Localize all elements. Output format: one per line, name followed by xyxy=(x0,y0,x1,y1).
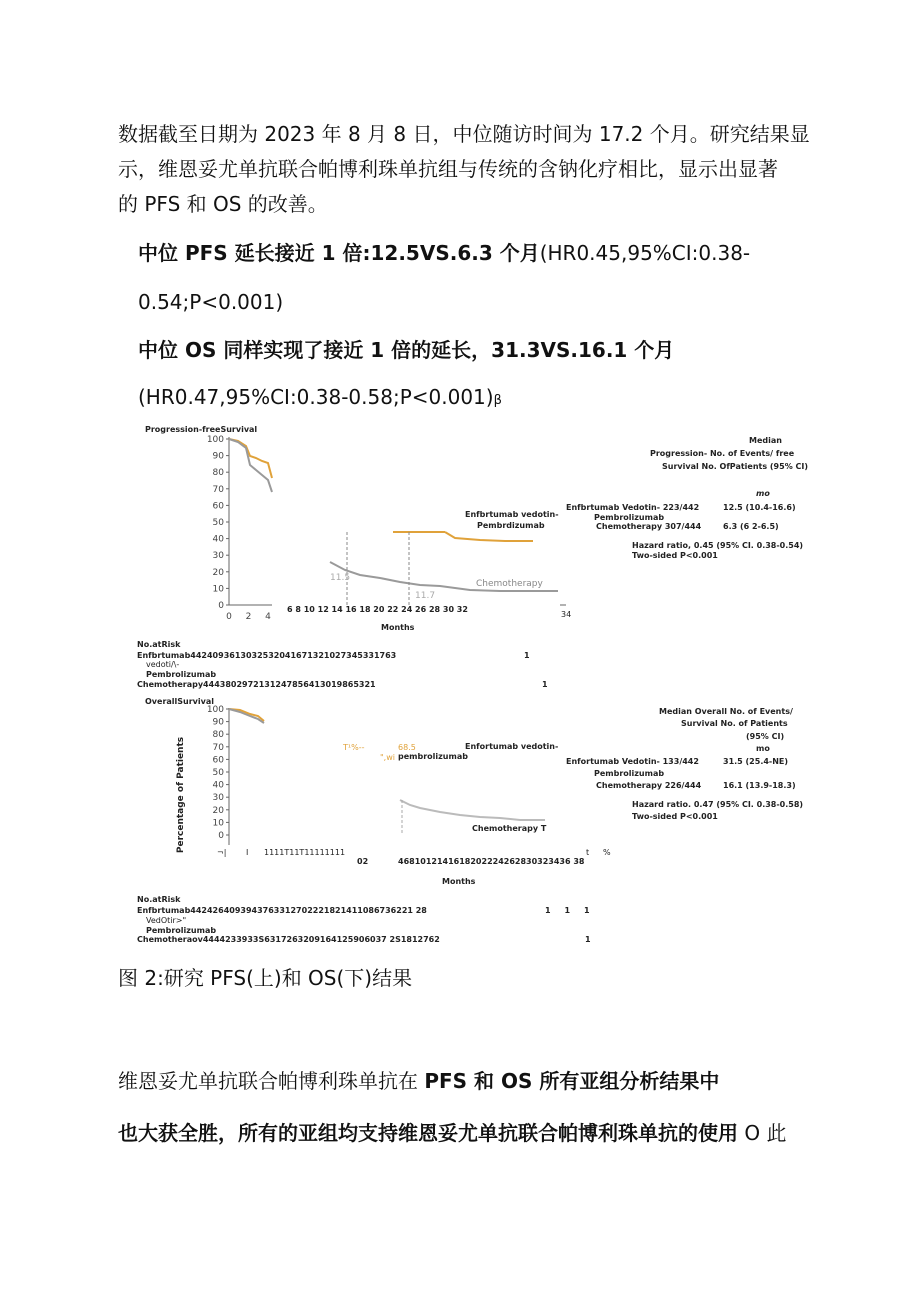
pfs-p: Two-sided P<0.001 xyxy=(632,551,718,560)
closing-line2-bold: 也大获全胜，所有的亚组均支持维恩妥尤单抗联合帕博利珠单抗的使用 xyxy=(118,1121,738,1145)
pfs-risk-ev: Enfbrtumab4424093613032532041671321027345331763 xyxy=(137,651,397,660)
intro-line-3: 的 PFS 和 OS 的改善。 xyxy=(118,192,328,216)
os-risk-title: No.atRisk xyxy=(137,895,181,904)
os-legend-chemo: Chemotherapy 226/444 xyxy=(596,781,702,790)
os-risk-ev3: Pembrolizumab xyxy=(146,926,217,935)
intro-line-2: 示，维恩妥尤单抗联合帕博利珠单抗组与传统的含钠化疗相比，显示出显著 xyxy=(118,157,778,181)
os-title: OverallSurvival xyxy=(145,697,214,706)
os-y-ticks xyxy=(207,705,229,841)
os-ann-a: T¹%-- xyxy=(343,743,365,752)
closing-part1-bold: PFS 和 OS 所有亚组分析结果中 xyxy=(424,1069,720,1093)
os-summary-ci: (HR0.47,95%CI:0.38-0.58;P<0.001) xyxy=(138,385,494,409)
pfs-curve-label-ev-1: Enfbrtumab vedotin- xyxy=(465,510,559,519)
closing-line2-rest: O 此 xyxy=(738,1121,787,1145)
os-xtick-02: 02 xyxy=(357,857,369,866)
pfs-ytick-50: 50 xyxy=(212,518,224,528)
pfs-xtick-2: 2 xyxy=(245,612,252,622)
os-ytick-60: 60 xyxy=(212,755,224,766)
pfs-risk-chemo: Chemotherapy4443802972131247856413019865321 xyxy=(137,680,376,689)
pfs-legend-ev-median: 12.5 (10.4-16.6) xyxy=(723,503,796,512)
os-xlabel: Months xyxy=(442,877,476,886)
os-legend-ev2: Pembrolizumab xyxy=(594,769,665,778)
os-risk-ev: Enfbrtumab4424264093943763312702221821411086736221 28 xyxy=(137,906,427,915)
os-legend-h2: Survival No. of Patients xyxy=(681,719,788,728)
os-ylabel: Percentage of Patients xyxy=(176,736,187,854)
pfs-label-chemo: Chemotherapy xyxy=(476,579,543,589)
pfs-xtick-0: 0 xyxy=(226,612,232,622)
pfs-xlabel: Months xyxy=(381,623,415,632)
pfs-legend-ev: Enfbrtumab Vedotin- 223/442 xyxy=(566,503,700,512)
os-risk-ev-tail: 1 1 1 xyxy=(545,906,590,915)
os-ytick-70: 70 xyxy=(212,742,224,753)
pfs-risk-title: No.atRisk xyxy=(137,640,181,649)
pfs-title: Progression-freeSurvival xyxy=(145,425,258,434)
pfs-risk-chemo-tail: 1 xyxy=(542,680,548,689)
pfs-legend-h3: Survival No. OfPatients (95% CI) xyxy=(662,462,808,471)
os-ytick-0: 0 xyxy=(218,831,224,841)
pfs-ytick-10: 10 xyxy=(212,584,224,595)
os-legend-ev: Enfortumab Vedotin- 133/442 xyxy=(566,757,699,766)
os-ytick-100: 100 xyxy=(206,705,224,715)
pfs-legend-h1: Median xyxy=(749,436,782,445)
pfs-ytick-90: 90 xyxy=(212,451,224,462)
pfs-summary-rest: (HR0.45,95%CI:0.38- xyxy=(539,241,751,265)
os-risk-ev2: VedOtir>" xyxy=(146,916,187,925)
pfs-ytick-20: 20 xyxy=(212,567,224,578)
pfs-risk-ev3: Pembrolizumab xyxy=(146,670,217,679)
os-risk-chemo: Chemotheraov4444233933S6317263209164125906037 2S1812762 xyxy=(137,935,440,944)
pfs-summary-line2: 0.54;P<0.001) xyxy=(138,290,284,314)
pfs-ytick-70: 70 xyxy=(212,484,224,495)
os-curve-label-ev-2: pembrolizumab xyxy=(398,752,468,761)
os-ytick-10: 10 xyxy=(212,818,224,829)
os-ytick-50: 50 xyxy=(212,768,224,778)
pfs-ytick-40: 40 xyxy=(212,534,224,545)
os-hr: Hazard ratio. 0.47 (95% CI. 0.38-0.58) xyxy=(632,800,804,809)
pfs-ytick-0: 0 xyxy=(218,601,224,611)
os-xticks-seq: 4681012141618202224262830323436 38 xyxy=(398,857,585,866)
pfs-xticks-mid: 6 8 10 12 14 16 18 20 22 24 26 28 30 32 xyxy=(287,605,468,614)
closing-line-1 xyxy=(118,1066,719,1097)
pfs-risk-ev2: vedoti/\- xyxy=(146,660,180,669)
pfs-legend-ev2: Pembrolizumab xyxy=(594,513,665,522)
os-legend-h3: (95% CI) xyxy=(746,732,785,741)
os-xgarble-mid: 1111T11T11111111 xyxy=(264,848,346,857)
pfs-ytick-60: 60 xyxy=(212,501,224,512)
pfs-ytick-30: 30 xyxy=(212,551,224,562)
pfs-legend-h2: Progression- No. of Events/ free xyxy=(650,449,795,458)
pfs-summary-bold: 中位 PFS 延长接近 1 倍:12.5VS.6.3 个月 xyxy=(138,241,540,265)
os-xgarble-i: I xyxy=(246,848,249,857)
os-legend-h1: Median Overall No. of Events/ xyxy=(659,707,793,716)
os-ytick-90: 90 xyxy=(212,717,224,728)
os-ytick-30: 30 xyxy=(212,793,224,804)
intro-line-1: 数据截至日期为 2023 年 8 月 8 日，中位随访时间为 17.2 个月。研究结果显 xyxy=(118,122,810,146)
pfs-curve-label-ev-2: Pembrdizumab xyxy=(477,521,545,530)
os-ytick-40: 40 xyxy=(212,780,224,791)
pfs-legend-chemo-median: 6.3 (6 2-6.5) xyxy=(723,522,779,531)
pfs-hr: Hazard ratio, 0.45 (95% CI. 0.38-0.54) xyxy=(632,541,804,550)
os-xgarble-left: ¬| xyxy=(217,848,227,857)
pfs-legend-mo: mo xyxy=(756,489,770,498)
os-curve-label-chemo: Chemotherapy T xyxy=(472,824,547,833)
os-curve-label-ev-1: Enfortumab vedotin- xyxy=(465,742,559,751)
os-p: Two-sided P<0.001 xyxy=(632,812,718,821)
os-risk-chemo-tail: 1 xyxy=(585,935,591,944)
pfs-legend-chemo: Chemotherapy 307/444 xyxy=(596,522,702,531)
closing-part1: 维恩妥尤单抗联合帕博利珠单抗在 xyxy=(118,1069,425,1093)
os-summary: 中位 OS 同样实现了接近 1 倍的延长，31.3VS.16.1 个月 xyxy=(138,338,675,362)
os-legend-ev-median: 31.5 (25.4-NE) xyxy=(723,757,789,766)
pfs-ytick-80: 80 xyxy=(212,468,224,479)
os-ann-c: ",wi xyxy=(380,753,395,762)
os-summary-suffix: β xyxy=(493,393,502,408)
os-legend-chemo-median: 16.1 (13.9-18.3) xyxy=(723,781,796,790)
pfs-xtick-right: 34 xyxy=(561,610,572,619)
figure-caption: 图 2:研究 PFS(上)和 OS(下)结果 xyxy=(118,966,413,990)
pfs-ytick-100: 100 xyxy=(206,435,224,445)
os-ann-b: 68.5 xyxy=(398,743,416,752)
os-xgarble-t: t xyxy=(586,848,590,857)
pfs-ann-2: 11.7 xyxy=(415,591,436,601)
pfs-xtick-4: 4 xyxy=(265,612,271,622)
os-legend-mo: mo xyxy=(756,744,770,753)
os-ytick-20: 20 xyxy=(212,805,224,816)
os-chemo-curve-mid xyxy=(400,800,545,820)
os-ytick-80: 80 xyxy=(212,730,224,741)
os-xgarble-pct: % xyxy=(603,848,611,857)
pfs-risk-ev-tail: 1 xyxy=(524,651,530,660)
pfs-ann-1: 11.5 xyxy=(330,573,351,583)
closing-line-2 xyxy=(118,1118,786,1149)
